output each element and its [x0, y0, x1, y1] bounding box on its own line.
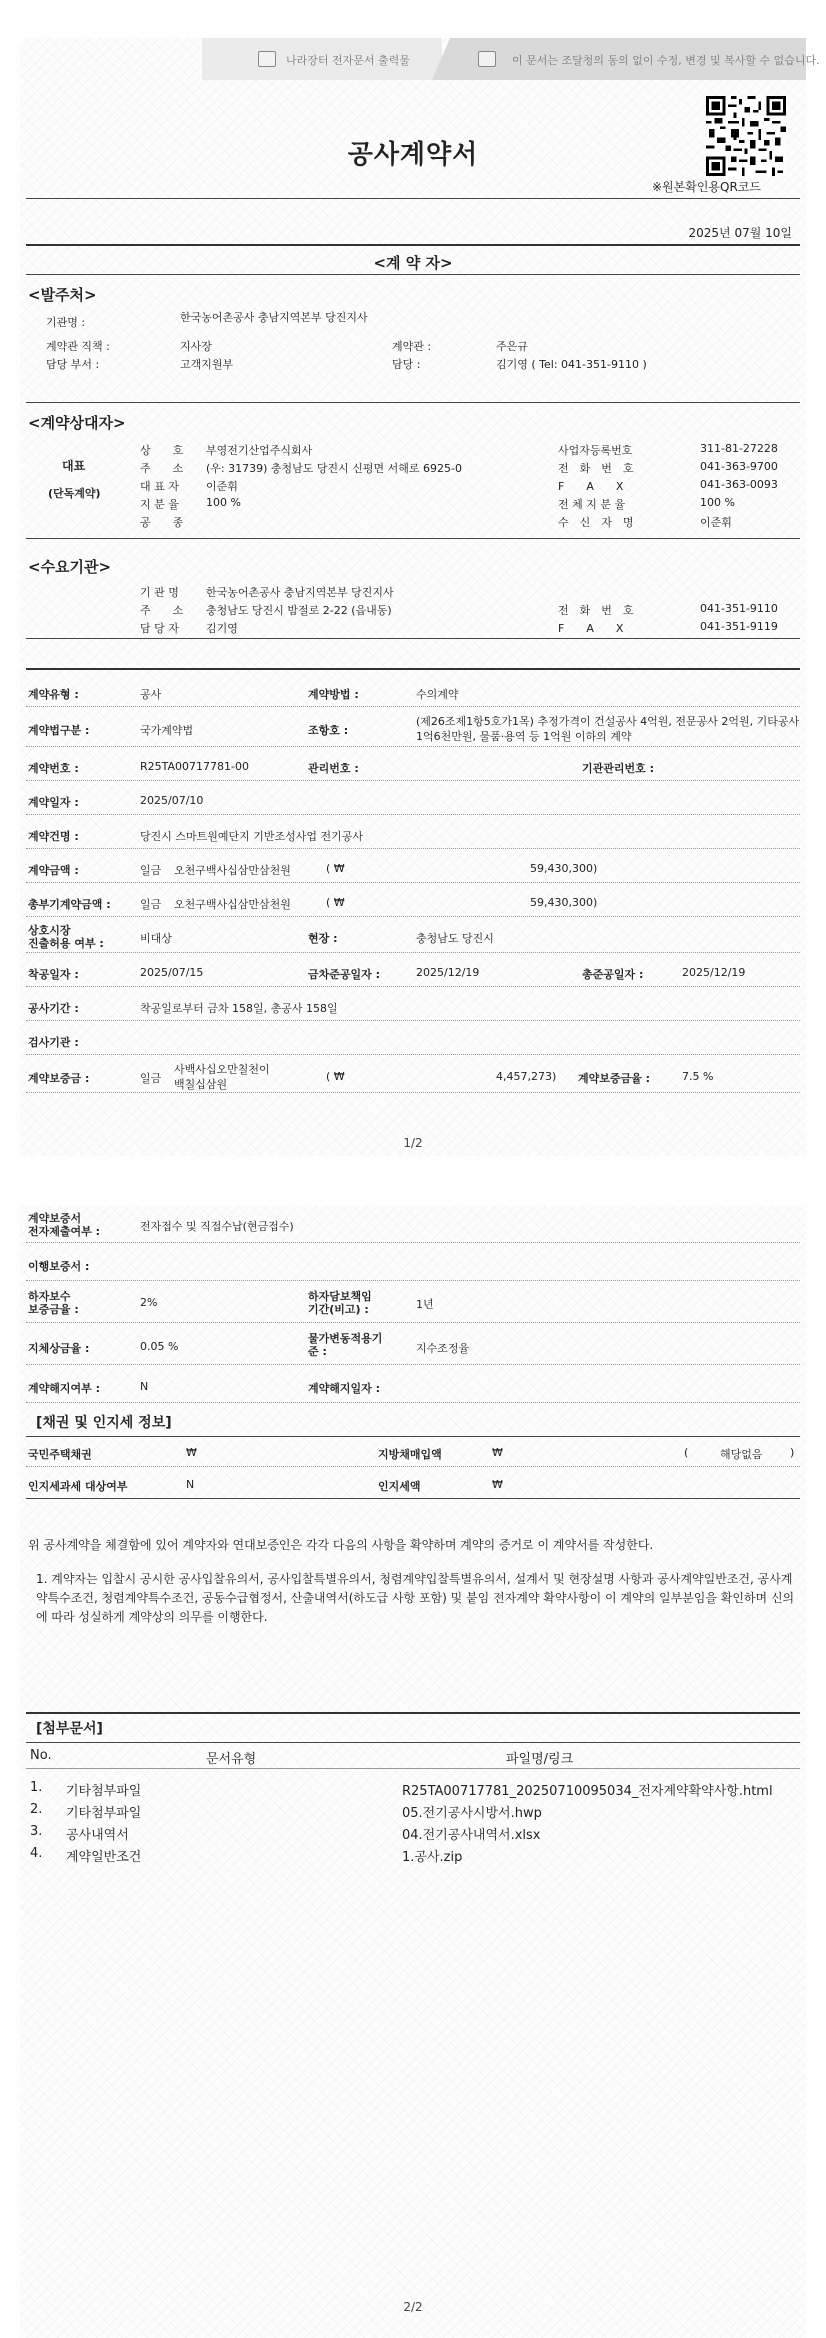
mgmt-no-label: 관리번호 :	[308, 762, 359, 775]
price-adjust-label-line2: 준 :	[308, 1345, 327, 1358]
row-divider	[26, 986, 800, 987]
row-divider	[26, 916, 800, 917]
cancel-date-label: 계약해지일자 :	[308, 1382, 380, 1395]
contract-page-1	[20, 38, 820, 1156]
guarantee-rate-value: 7.5 %	[682, 1070, 714, 1083]
counterparty-rep-sub: (단독계약)	[48, 487, 101, 500]
row-divider	[26, 952, 800, 953]
divider	[26, 1768, 800, 1769]
page-number: 1/2	[403, 1136, 423, 1150]
document-icon	[258, 51, 276, 67]
divider	[26, 402, 800, 403]
orderer-org-label: 기관명 :	[46, 316, 86, 329]
contract-amount-prefix: 일금	[140, 864, 162, 877]
row-divider	[26, 848, 800, 849]
delay-rate-label: 지체상금율 :	[28, 1342, 90, 1355]
demand-field-value: 충청남도 당진시 밤절로 2-22 (읍내동)	[206, 604, 392, 617]
demand-right-value: 041-351-9119	[700, 620, 778, 633]
page-number: 2/2	[403, 2300, 423, 2314]
counterparty-field-value: (우: 31739) 충청남도 당진시 신평면 서해로 6925-0	[206, 462, 462, 475]
counterparty-field-label: 주 소	[140, 462, 184, 475]
divider	[26, 1498, 800, 1499]
market-entry-label-line2: 진출허용 여부 :	[28, 937, 104, 950]
defect-period-label-line1: 하자담보책임	[308, 1290, 372, 1303]
attachment-no: 3.	[30, 1824, 43, 1839]
orderer-org-value: 한국농어촌공사 충남지역본부 당진지사	[180, 311, 368, 324]
contract-law-value: 국가계약법	[140, 724, 194, 737]
contract-amount-number: 59,430,300)	[530, 862, 598, 875]
market-entry-value: 비대상	[140, 932, 172, 945]
divider	[26, 1436, 800, 1437]
dept-label: 담당 부서 :	[46, 358, 100, 371]
cancel-flag-label: 계약해지여부 :	[28, 1382, 100, 1395]
local-bond-note-close: )	[790, 1446, 795, 1459]
demand-field-label: 주 소	[140, 604, 184, 617]
divider	[26, 538, 800, 539]
row-divider	[26, 1092, 800, 1093]
contract-name-value: 당진시 스마트원예단지 기반조성사업 전기공사	[140, 830, 364, 843]
row-divider	[26, 1242, 800, 1243]
defect-rate-label-line1: 하자보수	[28, 1290, 71, 1303]
total-amount-prefix: 일금	[140, 898, 162, 911]
counterparty-field-label: 공 종	[140, 516, 184, 529]
defect-period-label-line2: 기간(비고) :	[308, 1303, 369, 1316]
attachment-no: 4.	[30, 1846, 43, 1861]
divider	[26, 244, 800, 246]
counterparty-right-value: 100 %	[700, 496, 735, 509]
banner-right-text: 이 문서는 조달청의 동의 없이 수정, 변경 및 복사할 수 없습니다.	[512, 54, 820, 67]
counterparty-section-title: <계약상대자>	[28, 414, 126, 432]
total-amount-won: ( ₩	[326, 896, 345, 909]
total-amount-label: 총부기계약금액 :	[28, 898, 111, 911]
counterparty-field-value: 부영전기산업주식회사	[206, 444, 313, 457]
print-banner	[202, 38, 820, 80]
clause-1-paragraph: 1. 계약자는 입찰시 공시한 공사입찰유의서, 공사입찰특별유의서, 청렴계약입찰특별유의서, 설계서 및 현장설명 사항과 공사계약일반조건, 공사계약특수조건, 청렴계약특수조건, 공동수급협정서, 산출내역서(하도급 사항 포함) 및 붙임 전자계약 확약사항이 이 계약의 일부분임을 확인하며 신의에 따라 성실하게 계약상의 의무를 이행한다.	[36, 1572, 795, 1624]
counterparty-right-value: 041-363-9700	[700, 460, 778, 473]
guarantee-prefix: 일금	[140, 1072, 162, 1085]
final-end-value: 2025/12/19	[682, 966, 746, 979]
start-date-value: 2025/07/15	[140, 966, 204, 979]
phase-end-value: 2025/12/19	[416, 966, 480, 979]
attachment-no: 1.	[30, 1780, 43, 1795]
official-title-label: 계약관 직책 :	[46, 340, 110, 353]
price-adjust-label	[308, 1332, 382, 1358]
guarantee-submit-label	[28, 1212, 100, 1238]
stamp-target-label: 인지세과세 대상여부	[28, 1480, 128, 1493]
orderer-section-title: <발주처>	[28, 286, 97, 304]
start-date-label: 착공일자 :	[28, 968, 79, 981]
row-divider	[26, 1402, 800, 1403]
defect-period-value: 1년	[416, 1298, 434, 1311]
guarantee-text: 사백사십오만칠천이백칠십삼원	[174, 1063, 270, 1091]
stamp-tax-value: ₩	[492, 1478, 503, 1491]
counterparty-right-label: F A X	[558, 480, 624, 493]
attachment-type: 기타첨부파일	[66, 1784, 142, 1799]
counterparty-right-value: 041-363-0093	[700, 478, 778, 491]
attach-col-no: No.	[30, 1748, 52, 1763]
guarantee-label: 계약보증금 :	[28, 1072, 90, 1085]
contract-date-label: 계약일자 :	[28, 796, 79, 809]
divider	[26, 198, 800, 199]
banner-left-text: 나라장터 전자문서 출력물	[286, 54, 410, 67]
attachment-file-link[interactable]: 1.공사.zip	[402, 1850, 463, 1865]
local-bond-value: ₩	[492, 1446, 503, 1459]
defect-rate-value: 2%	[140, 1296, 158, 1309]
divider	[26, 274, 800, 275]
row-divider	[26, 882, 800, 883]
manager-label: 담당 :	[392, 358, 421, 371]
contract-amount-text: 오천구백사십삼만삼천원	[174, 864, 291, 877]
attachment-no: 2.	[30, 1802, 43, 1817]
site-value: 충청남도 당진시	[416, 932, 494, 945]
row-divider	[26, 1364, 800, 1365]
row-divider	[26, 1020, 800, 1021]
counterparty-rep-label: 대표	[62, 459, 86, 473]
total-amount-number: 59,430,300)	[530, 896, 598, 909]
divider	[26, 668, 800, 670]
qr-caption: ※원본확인용QR코드	[652, 180, 761, 194]
guarantee-number: 4,457,273)	[496, 1070, 557, 1083]
divider	[26, 1712, 800, 1714]
demand-field-label: 담 당 자	[140, 622, 179, 635]
stamp-tax-label: 인지세액	[378, 1480, 421, 1493]
counterparty-right-value: 311-81-27228	[700, 442, 778, 455]
demand-right-label: F A X	[558, 622, 624, 635]
intro-paragraph: 위 공사계약을 체결함에 있어 계약자와 연대보증인은 각각 다음의 사항을 확약하며 계약의 증거로 이 계약서를 작성한다.	[28, 1538, 654, 1552]
divider	[26, 638, 800, 639]
manager-value: 김기영 ( Tel: 041-351-9110 )	[496, 358, 647, 371]
row-divider	[26, 706, 800, 707]
contract-no-value: R25TA00717781-00	[140, 760, 249, 773]
guarantee-submit-label-line2: 전자제출여부 :	[28, 1225, 100, 1238]
row-divider	[26, 1280, 800, 1281]
row-divider	[26, 1054, 800, 1055]
contract-date-value: 2025/07/10	[140, 794, 204, 807]
defect-period-label	[308, 1290, 372, 1316]
counterparty-right-label: 전 화 번 호	[558, 462, 634, 475]
local-bond-note: 해당없음	[720, 1448, 763, 1461]
contract-clause-value: (제26조제1항5호가1목) 추정가격이 건설공사 4억원, 전문공사 2억원, 기타공사 1억6천만원, 물품·용역 등 1억원 이하의 계약	[416, 715, 800, 743]
row-divider	[26, 814, 800, 815]
contract-amount-won: ( ₩	[326, 862, 345, 875]
delay-rate-value: 0.05 %	[140, 1340, 179, 1353]
price-adjust-label-line1: 물가변동적용기	[308, 1332, 383, 1345]
attach-col-file: 파일명/링크	[506, 1752, 574, 1767]
demand-field-value: 한국농어촌공사 충남지역본부 당진지사	[206, 586, 394, 599]
attachment-file-link[interactable]: R25TA00717781_20250710095034_전자계약확약사항.html	[402, 1784, 773, 1799]
site-label: 현장 :	[308, 932, 338, 945]
demand-right-value: 041-351-9110	[700, 602, 778, 615]
period-label: 공사기간 :	[28, 1002, 79, 1015]
demand-right-label: 전 화 번 호	[558, 604, 634, 617]
counterparty-right-label: 전 체 지 분 율	[558, 498, 626, 511]
attachment-type: 공사내역서	[66, 1828, 129, 1843]
contract-name-label: 계약건명 :	[28, 830, 79, 843]
row-divider	[26, 746, 800, 747]
local-bond-label: 지방채매입액	[378, 1448, 442, 1461]
total-amount-text: 오천구백사십삼만삼천원	[174, 898, 291, 911]
divider	[26, 1742, 800, 1743]
guarantee-submit-label-line1: 계약보증서	[28, 1212, 82, 1225]
bond-section-title: [채권 및 인지세 정보]	[36, 1415, 172, 1431]
performance-bond-label: 이행보증서 :	[28, 1260, 90, 1273]
counterparty-field-value: 이준휘	[206, 480, 238, 493]
demand-field-label: 기 관 명	[140, 586, 179, 599]
attachment-file-link[interactable]: 04.전기공사내역서.xlsx	[402, 1828, 541, 1843]
stamp-target-value: N	[186, 1478, 195, 1491]
attach-col-type: 문서유형	[206, 1752, 257, 1767]
dept-value: 고객지원부	[180, 358, 234, 371]
attachment-type: 계약일반조건	[66, 1850, 142, 1865]
contract-clause-label: 조항호 :	[308, 724, 349, 737]
final-end-label: 총준공일자 :	[582, 968, 644, 981]
document-title: 공사계약서	[347, 140, 479, 170]
contract-method-label: 계약방법 :	[308, 688, 359, 701]
row-divider	[26, 1322, 800, 1323]
period-value: 착공일로부터 금차 158일, 총공사 158일	[140, 1002, 338, 1015]
printer-icon	[478, 51, 496, 67]
demand-section-title: <수요기관>	[28, 558, 112, 576]
counterparty-field-label: 대 표 자	[140, 480, 179, 493]
counterparty-field-label: 상 호	[140, 444, 184, 457]
attachment-file-link[interactable]: 05.전기공사시방서.hwp	[402, 1806, 542, 1821]
row-divider	[26, 1466, 800, 1467]
official-label: 계약관 :	[392, 340, 432, 353]
contract-type-label: 계약유형 :	[28, 688, 79, 701]
attachment-type: 기타첨부파일	[66, 1806, 142, 1821]
counterparty-right-label: 사업자등록번호	[558, 444, 633, 457]
contract-method-value: 수의계약	[416, 688, 459, 701]
market-entry-label	[28, 924, 104, 950]
defect-rate-label	[28, 1290, 79, 1316]
price-adjust-value: 지수조정율	[416, 1342, 470, 1355]
market-entry-label-line1: 상호시장	[28, 924, 71, 937]
contract-amount-label: 계약금액 :	[28, 864, 79, 877]
counterparty-field-label: 지 분 율	[140, 498, 179, 511]
guarantee-submit-value: 전자접수 및 직접수납(현금접수)	[140, 1220, 294, 1233]
local-bond-note-open: (	[684, 1446, 689, 1459]
contract-law-label: 계약법구분 :	[28, 724, 90, 737]
counterparty-field-value: 100 %	[206, 496, 241, 509]
guarantee-won: ( ₩	[326, 1070, 345, 1083]
housing-bond-label: 국민주택채권	[28, 1448, 92, 1461]
contractor-header: <계 약 자>	[373, 254, 453, 272]
defect-rate-label-line2: 보증금율 :	[28, 1303, 79, 1316]
contract-page-2	[20, 1206, 806, 2338]
demand-field-value: 김기영	[206, 622, 238, 635]
contract-date: 2025년 07월 10일	[688, 226, 792, 240]
org-mgmt-no-label: 기관관리번호 :	[582, 762, 654, 775]
contract-no-label: 계약번호 :	[28, 762, 79, 775]
housing-bond-value: ₩	[186, 1446, 197, 1459]
counterparty-right-label: 수 신 자 명	[558, 516, 634, 529]
official-title-value: 지사장	[180, 340, 212, 353]
row-divider	[26, 780, 800, 781]
contract-type-value: 공사	[140, 688, 162, 701]
cancel-flag-value: N	[140, 1380, 149, 1393]
official-value: 주은규	[496, 340, 528, 353]
counterparty-right-value: 이준휘	[700, 516, 732, 529]
phase-end-label: 금차준공일자 :	[308, 968, 380, 981]
guarantee-rate-label: 계약보증금율 :	[578, 1072, 650, 1085]
inspection-label: 검사기관 :	[28, 1036, 79, 1049]
attachments-section-title: [첨부문서]	[36, 1721, 103, 1737]
